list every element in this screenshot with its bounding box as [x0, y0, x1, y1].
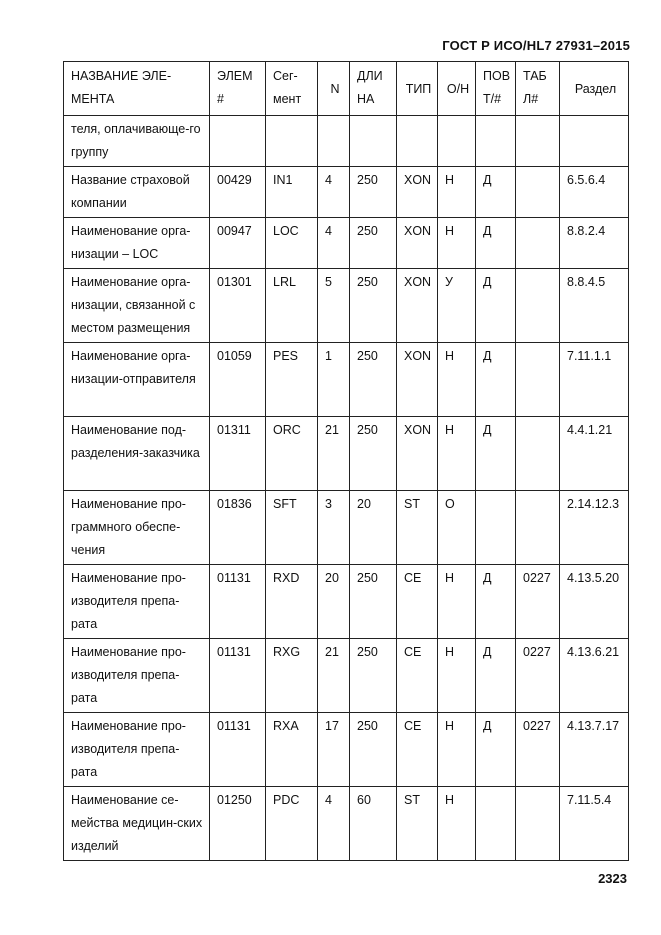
cell-type: ST [397, 787, 438, 861]
cell-type: XON [397, 218, 438, 269]
cell-segment: RXG [266, 639, 318, 713]
cell-rep [476, 491, 516, 565]
column-header-rep: ПОВ Т/# [476, 62, 516, 116]
cell-elem: 01131 [210, 565, 266, 639]
cell-length: 250 [350, 167, 397, 218]
cell-length [350, 116, 397, 167]
cell-segment [266, 116, 318, 167]
elements-table [63, 61, 629, 861]
cell-table [516, 167, 560, 218]
table-row [64, 116, 629, 167]
cell-n: 4 [318, 218, 350, 269]
cell-opt: О [438, 491, 476, 565]
cell-length: 250 [350, 713, 397, 787]
table-row [64, 565, 629, 639]
cell-section: 4.13.6.21 [560, 639, 629, 713]
cell-type: ST [397, 491, 438, 565]
cell-opt: Н [438, 417, 476, 491]
column-header-opt: О/Н [438, 62, 476, 116]
column-header-type: ТИП [397, 62, 438, 116]
cell-table [516, 269, 560, 343]
table-header-row [64, 62, 629, 116]
cell-rep: Д [476, 218, 516, 269]
cell-length: 250 [350, 417, 397, 491]
table-row [64, 417, 629, 491]
cell-type [397, 116, 438, 167]
cell-section: 7.11.1.1 [560, 343, 629, 417]
cell-length: 250 [350, 639, 397, 713]
cell-rep: Д [476, 713, 516, 787]
column-header-length: ДЛИ НА [350, 62, 397, 116]
cell-rep: Д [476, 167, 516, 218]
cell-name: Наименование про-изводителя препа-рата [64, 713, 210, 787]
cell-rep: Д [476, 639, 516, 713]
cell-segment: RXA [266, 713, 318, 787]
cell-section: 4.13.5.20 [560, 565, 629, 639]
cell-rep [476, 116, 516, 167]
cell-type: CE [397, 639, 438, 713]
cell-type: XON [397, 343, 438, 417]
cell-segment: LOC [266, 218, 318, 269]
cell-elem: 01059 [210, 343, 266, 417]
cell-length: 60 [350, 787, 397, 861]
cell-n [318, 116, 350, 167]
cell-table [516, 417, 560, 491]
column-header-section: Раздел [560, 62, 629, 116]
cell-n: 4 [318, 167, 350, 218]
cell-name: теля, оплачивающе-го группу [64, 116, 210, 167]
table-row [64, 787, 629, 861]
cell-n: 21 [318, 639, 350, 713]
cell-n: 1 [318, 343, 350, 417]
cell-table [516, 343, 560, 417]
cell-type: XON [397, 167, 438, 218]
cell-elem: 01836 [210, 491, 266, 565]
cell-elem: 01131 [210, 713, 266, 787]
cell-type: CE [397, 713, 438, 787]
cell-segment: RXD [266, 565, 318, 639]
cell-name: Наименование орга-низации, связанной с местом размещения [64, 269, 210, 343]
cell-opt: Н [438, 218, 476, 269]
cell-section: 8.8.2.4 [560, 218, 629, 269]
cell-name: Наименование се-мейства медицин-ских изделий [64, 787, 210, 861]
cell-elem [210, 116, 266, 167]
cell-table: 0227 [516, 713, 560, 787]
column-header-elem: ЭЛЕМ # [210, 62, 266, 116]
cell-rep: Д [476, 269, 516, 343]
cell-table [516, 787, 560, 861]
cell-opt: Н [438, 565, 476, 639]
cell-opt [438, 116, 476, 167]
cell-elem: 01250 [210, 787, 266, 861]
cell-section: 4.4.1.21 [560, 417, 629, 491]
cell-segment: SFT [266, 491, 318, 565]
cell-opt: У [438, 269, 476, 343]
cell-rep [476, 787, 516, 861]
table-row [64, 218, 629, 269]
cell-segment: PDC [266, 787, 318, 861]
cell-name: Наименование про-граммного обеспе-чения [64, 491, 210, 565]
cell-table [516, 491, 560, 565]
column-header-table: ТАБ Л# [516, 62, 560, 116]
cell-length: 250 [350, 269, 397, 343]
cell-segment: LRL [266, 269, 318, 343]
cell-table: 0227 [516, 639, 560, 713]
table-row [64, 491, 629, 565]
cell-type: XON [397, 269, 438, 343]
cell-name: Наименование под-разделения-заказчика [64, 417, 210, 491]
column-header-name: НАЗВАНИЕ ЭЛЕ-МЕНТА [64, 62, 210, 116]
table-row [64, 343, 629, 417]
cell-opt: Н [438, 639, 476, 713]
cell-table [516, 218, 560, 269]
cell-elem: 01131 [210, 639, 266, 713]
cell-elem: 00429 [210, 167, 266, 218]
cell-n: 20 [318, 565, 350, 639]
table-row [64, 713, 629, 787]
cell-length: 20 [350, 491, 397, 565]
table-row [64, 639, 629, 713]
cell-elem: 00947 [210, 218, 266, 269]
table-row [64, 167, 629, 218]
cell-segment: PES [266, 343, 318, 417]
cell-type: XON [397, 417, 438, 491]
cell-length: 250 [350, 343, 397, 417]
cell-rep: Д [476, 417, 516, 491]
cell-section: 6.5.6.4 [560, 167, 629, 218]
cell-section: 8.8.4.5 [560, 269, 629, 343]
cell-segment: ORC [266, 417, 318, 491]
cell-name: Наименование орга-низации – LOC [64, 218, 210, 269]
cell-n: 17 [318, 713, 350, 787]
cell-opt: Н [438, 343, 476, 417]
cell-n: 5 [318, 269, 350, 343]
cell-opt: Н [438, 713, 476, 787]
table-row [64, 269, 629, 343]
cell-type: CE [397, 565, 438, 639]
cell-section [560, 116, 629, 167]
cell-opt: Н [438, 167, 476, 218]
cell-name: Название страховой компании [64, 167, 210, 218]
page-number: 2323 [598, 871, 627, 886]
cell-name: Наименование орга-низации-отправителя [64, 343, 210, 417]
cell-n: 21 [318, 417, 350, 491]
cell-opt: Н [438, 787, 476, 861]
cell-elem: 01301 [210, 269, 266, 343]
document-standard-header: ГОСТ Р ИСО/HL7 27931–2015 [442, 38, 630, 53]
cell-n: 3 [318, 491, 350, 565]
column-header-segment: Сег-мент [266, 62, 318, 116]
cell-table [516, 116, 560, 167]
cell-section: 2.14.12.3 [560, 491, 629, 565]
cell-table: 0227 [516, 565, 560, 639]
cell-elem: 01311 [210, 417, 266, 491]
cell-section: 4.13.7.17 [560, 713, 629, 787]
column-header-n: N [318, 62, 350, 116]
cell-segment: IN1 [266, 167, 318, 218]
cell-name: Наименование про-изводителя препа-рата [64, 639, 210, 713]
cell-rep: Д [476, 343, 516, 417]
cell-section: 7.11.5.4 [560, 787, 629, 861]
cell-length: 250 [350, 218, 397, 269]
cell-length: 250 [350, 565, 397, 639]
cell-n: 4 [318, 787, 350, 861]
cell-name: Наименование про-изводителя препа-рата [64, 565, 210, 639]
cell-rep: Д [476, 565, 516, 639]
